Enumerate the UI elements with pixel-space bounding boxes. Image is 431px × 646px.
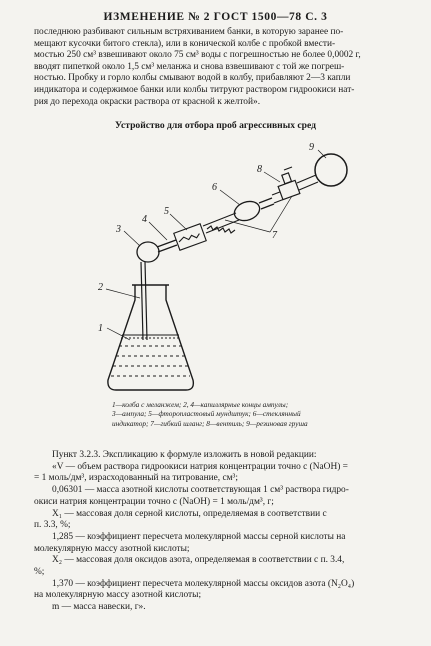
text-line: X₂ — массовая доля оксидов азота, определяемая в соответствии с п. 3.4, — [52, 555, 345, 566]
caption-line: 3—ампула; 5—фторопластовый мундштук; 6—стеклянный — [112, 409, 301, 419]
text-line: последнюю разбивают сильным встряхиванием банки, в которую заранее по- — [34, 27, 344, 37]
text-line: мещают кусочки битого стекла), или в конической колбе с пробкой вмести- — [34, 38, 336, 49]
text-line: 1,370 — коэффициент пересчета молекулярной массы оксидов азота (N₂O₄) — [52, 578, 355, 589]
callout-5: 5 — [164, 206, 169, 217]
text-line: рия до перехода окраски раствора от красной к желтой». — [34, 96, 261, 107]
text-line: m — масса навески, г». — [52, 602, 146, 613]
callout-9: 9 — [309, 142, 314, 153]
text-line: на молекулярную массу азотной кислоты; — [34, 590, 202, 601]
callout-numbers — [98, 142, 314, 334]
sampling-apparatus-diagram — [0, 134, 431, 396]
callout-6: 6 — [212, 182, 217, 193]
capillary-end — [141, 262, 147, 340]
mouthpiece — [174, 224, 206, 250]
text-line: «V — объем раствора гидроокиси натрия концентрации точно с (NaOH) = — [52, 461, 348, 472]
callout-8: 8 — [257, 164, 262, 175]
text-line: вводят пипеткой около 1,5 см³ меланжа и снова взвешивают с той же погреш- — [34, 61, 345, 72]
page-header: ИЗМЕНЕНИЕ № 2 ГОСТ 1500—78 С. 3 — [103, 11, 328, 23]
bulb-neck — [297, 175, 318, 190]
intro-paragraph — [34, 27, 409, 108]
figure-caption — [112, 400, 412, 428]
caption-line: индикатор; 7—гибкий шланг; 8—вентиль; 9—резиновая груша — [112, 418, 308, 428]
callout-3: 3 — [116, 224, 121, 235]
text-line: 0,06301 — масса азотной кислоты соответствующая 1 см³ раствора гидро- — [52, 485, 349, 496]
callout-7: 7 — [272, 230, 277, 241]
text-line: %; — [34, 567, 45, 578]
valve — [278, 167, 300, 200]
diagram-title: Устройство для отбора проб агрессивных сред — [115, 120, 316, 131]
text-line: ностью. Пробку и горло колбы смывают водой в колбу, прибавляют 2—3 капли — [34, 73, 351, 84]
text-line: окиси натрия концентрации точно с (NaOH) = 1 моль/дм³, г; — [34, 496, 274, 507]
text-line: мостью 250 см³ взвешивают около 75 см³ воды с погрешностью не более 0,0002 г, — [34, 50, 361, 61]
flask — [108, 285, 193, 390]
text-line: = 1 моль/дм³, израсходованный на титрование, см³; — [34, 473, 238, 484]
text-line: п. 3.3, %; — [34, 520, 71, 531]
callout-4: 4 — [142, 214, 147, 225]
leader-lines — [106, 150, 326, 340]
text-line: индикатора и содержимое банки или колбы титруют раствором гидроокиси нат- — [34, 84, 355, 95]
ampoule — [137, 240, 177, 262]
liquid-level — [111, 335, 190, 376]
callout-1: 1 — [98, 323, 103, 334]
flexible-hose — [203, 213, 239, 233]
text-line: X₁ — массовая доля серной кислоты, определяемая в соответствии с — [52, 508, 327, 519]
caption-line: 1—колба с меланжем; 2, 4—капиллярные концы ампулы; — [112, 400, 289, 409]
formula-explication — [34, 450, 412, 614]
text-line: молекулярную массу азотной кислоты; — [34, 543, 190, 554]
text-line: 1,285 — коэффициент пересчета молекулярной массы серной кислоты на — [52, 531, 346, 542]
text-line: Пункт 3.2.3. Экспликацию к формуле изложить в новой редакции: — [52, 450, 317, 460]
callout-2: 2 — [98, 282, 103, 293]
rubber-bulb — [315, 154, 347, 186]
